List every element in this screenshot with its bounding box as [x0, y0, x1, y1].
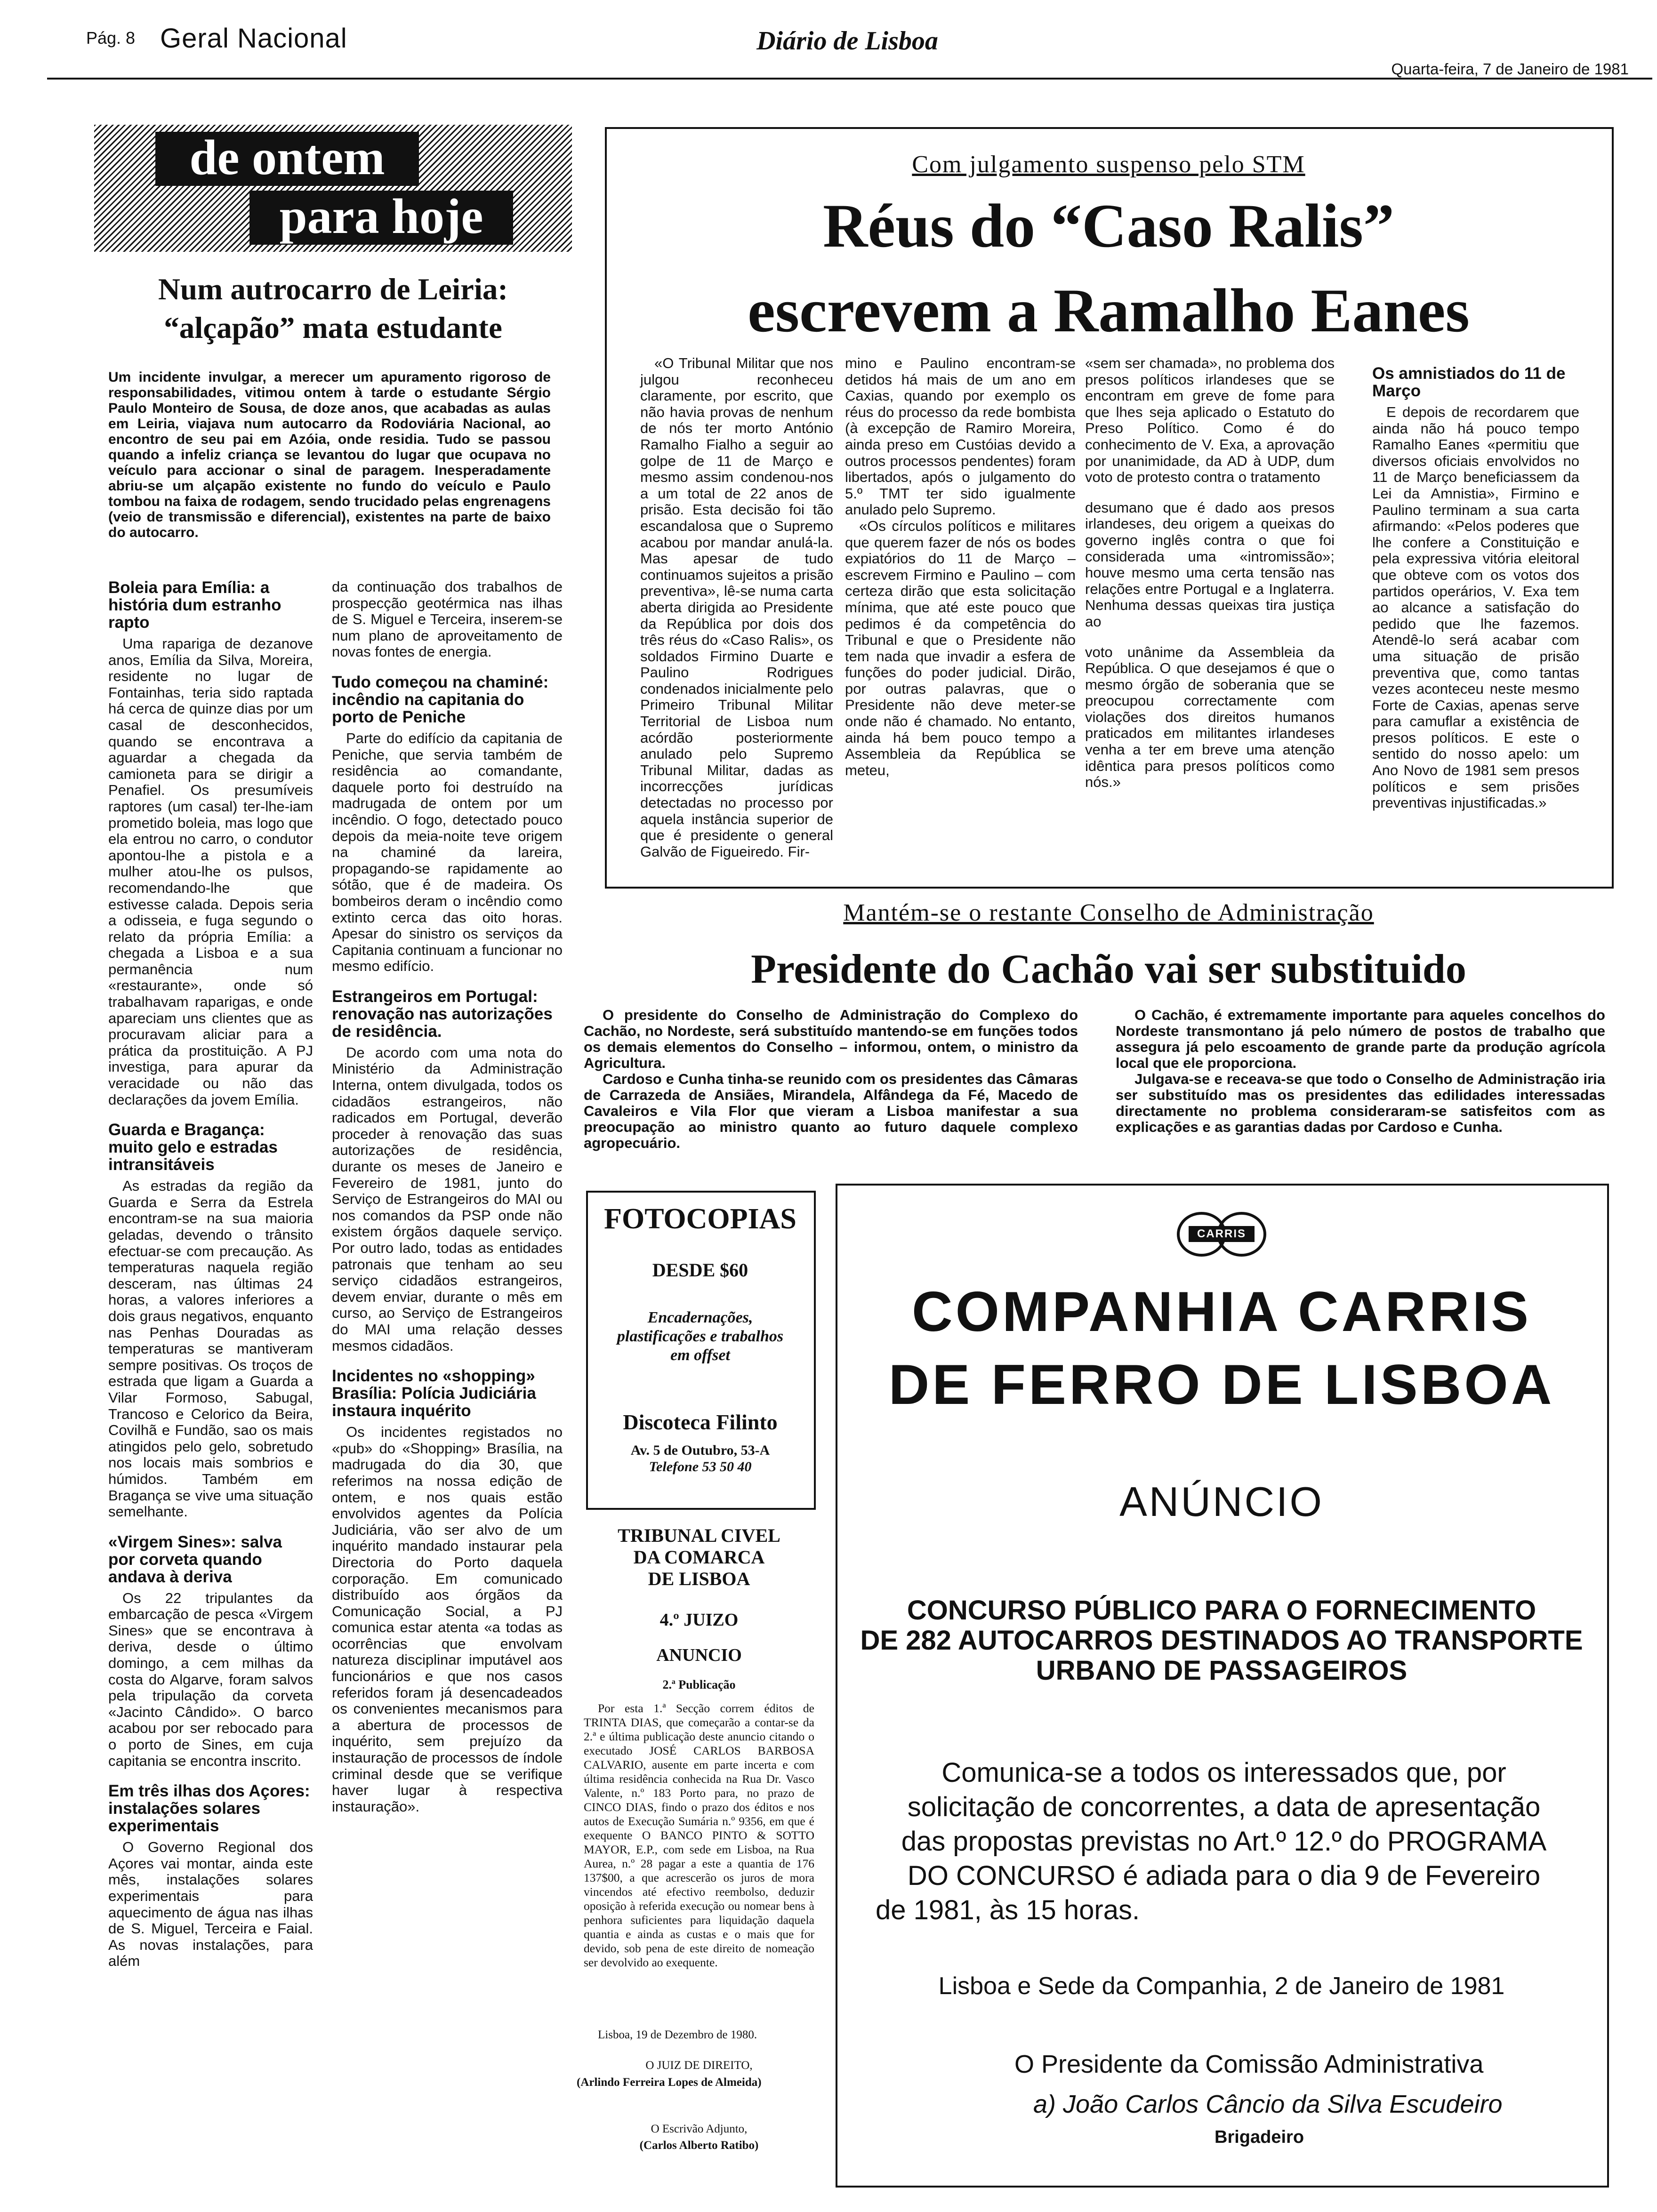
carris-concurso-2: DE 282 AUTOCARROS DESTINADOS AO TRANSPORTE [860, 1625, 1583, 1656]
emilia-text: Uma rapariga de dezanove anos, Emília da Silva, Moreira, residente no lugar de Fontainhas, teria sido raptada há cerca de quinze dias por um casal de desconhecidos, quando se encontrava a aguardar a chegada da camioneta para se dirigir a Penafiel. Os presumíveis raptores (um casal) ter-lhe-iam prometido boleia, mas logo que ela entrou no carro, o condutor apontou-lhe a pistola e a mulher atou-lhe os pulsos, recomendando-lhe que estivesse calada. Depois seria a odisseia, e fuga segundo o relato da própria Emília: a chegada a Lisboa e a sua permanência num «restaurante», onde só trabalhavam raparigas, e onde apareciam uns clientes que as procuravam aliciar para a prática da prostituição. A PJ investiga, para apurar da veracidade ou não das declarações da jovem Emília. [108, 635, 313, 1108]
carris-body [876, 1755, 1572, 1927]
carris-place-date: Lisboa e Sede da Companhia, 2 de Janeiro de 1981 [938, 1972, 1505, 2000]
tribunal-header [577, 1525, 821, 1590]
carris-body-1: Comunica-se a todos os interessados que, por [941, 1757, 1506, 1788]
left-column-2 [332, 579, 563, 1815]
tribunal-line-1: TRIBUNAL CIVEL [618, 1525, 780, 1546]
carris-signer-name: a) João Carlos Câncio da Silva Escudeiro [1033, 2090, 1503, 2118]
fotocopias-shop: Discoteca Filinto [623, 1410, 778, 1434]
emilia-subhead: Boleia para Emília: a história dum estranho rapto [108, 578, 282, 632]
leiria-lead: Um incidente invulgar, a merecer um apuramento rigoroso de responsabilidades, vitimou ontem à tarde o estudante Sérgio Paulo Monteiro de Sousa, de doze anos, que acabadas as aulas em Leiria, viajava num autocarro da Rodoviária Nacional, ao encontro de seu pai em Azóia, onde residia. Tudo se passou quando a infeliz criança se levantou do lugar que ocupava no veículo para accionar o sinal de paragem. Inesperadamente abriu-se um alçapão existente no fundo do veículo e Paulo tombou na faixa de rodagem, sendo trucidado pelas engrenagens (veio de transmissão e diferencial), existentes na parte de baixo do autocarro. [108, 369, 551, 540]
ralis-column-1 [640, 355, 833, 860]
carris-concurso-3: URBANO DE PASSAGEIROS [1036, 1655, 1408, 1686]
fotocopias-price: DESDE $60 [652, 1259, 748, 1281]
ralis-subhead: Os amnistiados do 11 de Março [1372, 364, 1566, 400]
estrangeiros-subhead: Estrangeiros em Portugal: renovação nas autorizações de residência. [332, 987, 553, 1041]
column-header-line1: de ontem [155, 132, 419, 186]
peniche-text: Parte do edifício da capitania de Peniche, que servia também de residência ao comandante, daquele porto foi destruído na madrugada de ontem por um incêndio. O fogo, detectado pouco depois da meia-noite teve origem na chaminé da lareira, propagando-se rapidamente ao sótão, que é de madeira. Os bombeiros deram o incêndio como extinto cerca das oito horas. Apesar do sinistro os serviços da Capitania continuam a funcionar no mesmo edifício. [332, 729, 563, 975]
ralis-text-4: E depois de recordarem que ainda não há pouco tempo Ramalho Eanes «permitiu que diversos oficiais envolvidos no 11 de Março beneficiassem da Lei da Amnistia», Firmino e Paulino terminam a sua carta afirmando: «Pelos poderes que lhe confere a Constituição e pela expressiva vitória eleitoral que obteve com os votos dos partidos operários, V. Exa tem ao alcance a satisfação do pedido que lhe fazemos. Atendê-lo será acabar com uma situação de prisão preventiva que, como tantas vezes aconteceu neste mesmo Forte de Caxias, apenas serve para camuflar a existência de presos políticos. E este o sentido do nosso apelo: um Ano Novo de 1981 sem presos políticos e sem prisões preventivas injustificadas.» [1372, 404, 1579, 811]
carris-logo-text: CARRIS [1189, 1226, 1255, 1242]
carris-body-5: de 1981, às 15 horas. [876, 1895, 1140, 1925]
ralis-headline-1: Réus do “Caso Ralis” [823, 191, 1394, 260]
fotocopias-phone: Telefone 53 50 40 [649, 1459, 752, 1475]
brasilia-text: Os incidentes registados no «pub» do «Shopping» Brasília, na madrugada do dia 30, que referimos na nossa edição de ontem, e nos quais estão envolvidos agentes da Polícia Judiciária, vão ser alvo de um inquérito mandado instaurar pela Directoria do Porto daquela corporação. Em comunicado distribuído aos órgãos da Comunicação Social, a PJ comunica estar atenta «a todas as ocorrências que envolvam natureza disciplinar imputável aos funcionários e que nos casos referidos foram já desencadeados os convenientes mecanismos para a abertura de processos de inquérito, sem prejuízo da instauração de processos de índole criminal desde que se verifique haver lugar à respectiva instauração». [332, 1424, 563, 1815]
cachao-left-p1: O presidente do Conselho de Administração do Complexo do Cachão, no Nordeste, será substituído mantendo-se em funções todos os demais elementos do Conselho – informou, ontem, o ministro da Agricultura. [584, 1007, 1078, 1071]
sines-text: Os 22 tripulantes da embarcação de pesca «Virgem Sines» que se encontrava à deriva, desde o último domingo, a cem milhas da costa do Algarve, foram salvos pela tripulação da corveta «Jacinto Cândido». O barco acabou por ser rebocado para o porto de Sines, em cuja capitania se encontra inscrito. [108, 1589, 313, 1769]
guarda-text: As estradas da região da Guarda e Serra da Estrela encontram-se na sua maioria geladas, devendo o trânsito efectuar-se com precaução. As temperaturas naquela região desceram, nas últimas 24 horas, a valores inferiores a dois graus negativos, enquanto nas Penhas Douradas as temperaturas se mantiveram sempre positivas. Os troços de estrada que ligam a Guarda a Vilar Formoso, Sabugal, Trancoso e Celorico da Beira, Covilhã e Fundão, sao os mais atingidos pelo gelo, sobretudo nos locais mais sombrios e húmidos. Também em Bragança se vive uma situação semelhante. [108, 1178, 313, 1520]
fotocopias-title: FOTOCOPIAS [604, 1203, 796, 1235]
cachao-left-column [584, 1007, 1078, 1151]
carris-logo [1177, 1212, 1266, 1257]
issue-date: Quarta-feira, 7 de Janeiro de 1981 [1391, 60, 1629, 78]
acores-text: O Governo Regional dos Açores vai montar, ainda este mês, instalações solares experimentais para aquecimento de água nas ilhas de S. Miguel, Terceira e Faial. As novas instalações, para além [108, 1839, 313, 1970]
guarda-subhead: Guarda e Bragança: muito gelo e estradas intransitáveis [108, 1121, 278, 1174]
ralis-text-2a: mino e Paulino encontram-se detidos há mais de um ano em Caxias, quando por exemplo os réus do processo da rede bombista (à excepção de Ramiro Moreira, ainda preso em Custóias devido a outros processos pendentes) foram libertados, após o julgamento do 5.º TMT ter sido igualmente anulado pelo Supremo. [845, 355, 1076, 518]
ralis-text-2b: «Os círculos políticos e militares que querem fazer de nós os bodes expiatórios do 11 de Março – escrevem Firmino e Paulino – com certeza dirão que esta solicitação mínima, que até este pouco que pedimos é da competência do Tribunal e que o Presidente não tem nada que invadir a esfera de funções do poder judicial. Dirão, por outras palavras, que o Presidente não deve meter-se onde não é chamado. No entanto, ainda há bem pouco tempo a Assembleia da República se meteu, [845, 517, 1076, 778]
ralis-text-1: «O Tribunal Militar que nos julgou reconheceu claramente, por escrito, que não havia provas de nenhum de nós ter morto António Ramalho Fialho a seguir ao golpe de 11 de Março e mesmo assim condenou-nos a um total de 22 anos de prisão. Esta decisão foi tão escandalosa que o Supremo acabou por mandar anulá-la. Mas apesar de tudo continuamos sujeitos a prisão preventiva», lê-se numa carta aberta dirigida ao Presidente da República por dois dos três réus do «Caso Ralis», os soldados Firmino Duarte e Paulino Rodrigues condenados inicialmente pelo Primeiro Tribunal Militar Territorial de Lisboa num acórdão posteriormente anulado pelo Supremo Tribunal Militar, dadas as incorrecções jurídicas detectadas no processo por aquela instância superior de que é presidente o general Galvão de Figueiredo. Fir- [640, 355, 833, 860]
ralis-text-3a: «sem ser chamada», no problema dos presos políticos irlandeses que se encontram em greve de fome para que lhes seja aplicado o Estatuto do Preso Político. Como é do conhecimento de V. Exa, a aprovação por unanimidade, da AD à UDP, dum voto de protesto contra o tratamento [1085, 355, 1335, 486]
cachao-right-column [1116, 1007, 1605, 1135]
carris-company-name-2: DE FERRO DE LISBOA [888, 1353, 1555, 1416]
tribunal-publicacao: 2.ª Publicação [662, 1678, 736, 1691]
cachao-left-p2: Cardoso e Cunha tinha-se reunido com os presidentes das Câmaras de Carrazeda de Ansiães, Mirandela, Alfândega da Fé, Macedo de Cavaleiros e Vila Flor que vieram a Lisboa manifestar a sua preocupação ao ministro quanto ao futuro daquele complexo agropecuário. [584, 1071, 1078, 1151]
carris-concurso [838, 1595, 1605, 1686]
tribunal-juiz-label: O JUIZ DE DIREITO, [645, 2059, 753, 2072]
tribunal-line-2: DA COMARCA [633, 1547, 765, 1568]
leiria-headline-2: “alçapão” mata estudante [164, 311, 502, 345]
page-number: Pág. 8 [86, 28, 136, 48]
estrangeiros-text: De acordo com uma nota do Ministério da Administração Interna, ontem divulgada, todos os cidadãos estrangeiros, não radicados em Portugal, deverão proceder à renovação das suas autorizações de residência, durante os meses de Janeiro e Fevereiro de 1981, junto do Serviço de Estrangeiros do MAI ou nos comandos da PSP onde não existem órgãos daquele serviço. Por outro lado, todas as entidades patronais que tenham ao seu serviço cidadãos estrangeiros, devem enviar, durante o mês em curso, ao Serviço de Estrangeiros do MAI uma relação desses mesmos cidadãos. [332, 1044, 563, 1354]
acores-text-continued: da continuação dos trabalhos de prospecção geotérmica nas ilhas de S. Miguel e Terceira, inserem-se num plano de aproveitamento de novas fontes de energia. [332, 578, 563, 660]
fotocopias-address: Av. 5 de Outubro, 53-A [630, 1443, 770, 1458]
ralis-column-2 [845, 355, 1076, 778]
ralis-kicker: Com julgamento suspenso pelo STM [912, 151, 1305, 178]
tribunal-juizo: 4.º JUIZO [660, 1610, 739, 1630]
left-column-1 [108, 579, 313, 1970]
ralis-column-4 [1372, 365, 1579, 811]
carris-concurso-1: CONCURSO PÚBLICO PARA O FORNECIMENTO [907, 1595, 1536, 1626]
tribunal-juiz: (Arlindo Ferreira Lopes de Almeida) [577, 2076, 762, 2089]
masthead-rule [47, 78, 1652, 80]
ralis-text-3b: desumano que é dado aos presos irlandeses, deu origem a queixas do governo inglês contra o que foi considerada uma «intromissão»; houve mesmo uma certa tensão nas relações entre Portugal e a Inglaterra. Nenhuma dessas queixas tira justiça ao [1085, 499, 1335, 630]
carris-body-4: DO CONCURSO é adiada para o dia 9 de Fevereiro [907, 1860, 1541, 1891]
carris-signer-title: O Presidente da Comissão Administrativa [1014, 2050, 1484, 2078]
leiria-headline-1: Num autrocarro de Leiria: [158, 272, 508, 306]
carris-body-2: solicitação de concorrentes, a data de apresentação [907, 1792, 1541, 1822]
carris-body-3: das propostas previstas no Art.º 12.º do PROGRAMA [901, 1826, 1547, 1857]
brasilia-subhead: Incidentes no «shopping» Brasília: Polícia Judiciária instaura inquérito [332, 1367, 536, 1420]
ralis-text-3c: voto unânime da Assembleia da República. O que desejamos é que o mesmo órgão de soberania que se preocupou correctamente com violações dos direitos humanos praticados em militantes irlandeses venha a ter em breve uma atenção idêntica para presos políticos como nós.» [1085, 643, 1335, 791]
sines-subhead: «Virgem Sines»: salva por corveta quando andava à deriva [108, 1532, 282, 1586]
ralis-headline-2: escrevem a Ramalho Eanes [748, 276, 1470, 345]
peniche-subhead: Tudo começou na chaminé: incêndio na capitania do porto de Peniche [332, 673, 549, 726]
acores-subhead: Em três ilhas dos Açores: instalações solares experimentais [108, 1782, 310, 1835]
tribunal-escrivao-label: O Escrivão Adjunto, [651, 2123, 748, 2135]
tribunal-place-date: Lisboa, 19 de Dezembro de 1980. [598, 2028, 757, 2041]
ralis-column-3 [1085, 355, 1335, 791]
cachao-kicker: Mantém-se o restante Conselho de Administração [843, 899, 1374, 926]
carris-anuncio: ANÚNCIO [1119, 1478, 1324, 1525]
tribunal-body: Por esta 1.ª Secção correm éditos de TRINTA DIAS, que começarão a contar-se da 2.ª e última publicação deste anuncio citando o executado JOSÉ CARLOS BARBOSA CALVARIO, ausente em parte incerta e com última residência conhecida na Rua Dr. Vasco Valente, n.º 183 Porto para, no prazo de CINCO DIAS, findo o prazo dos éditos e nos autos de Execução Sumária n.º 9356, em que é exequente O BANCO PINTO & SOTTO MAYOR, E.P., com sede em Lisboa, na Rua Aurea, n.º 28 pagar a este a quantia de 176 137$00, a que acrescerão os juros de mora vincendos até efectivo reembolso, deduzir oposição à referida execução ou nomear bens à penhora suficientes para liquidação daquela quantia e ainda as custas e o mais que for devido, sob pena de este direito de nomeação ser devolvido ao exequente. [584, 1701, 814, 1969]
cachao-headline: Presidente do Cachão vai ser substituido [751, 946, 1466, 992]
cachao-right-p1: O Cachão, é extremamente importante para aqueles concelhos do Nordeste transmontano já pelo número de postos de trabalho que assegura já pelo escoamento de grande parte da produção agrícola local que ele proporciona. [1116, 1007, 1605, 1071]
carris-signer-rank: Brigadeiro [1215, 2127, 1304, 2147]
newspaper-name: Diário de Lisboa [756, 26, 938, 56]
carris-company-name-1: COMPANHIA CARRIS [912, 1280, 1531, 1343]
column-header-line2: para hoje [249, 191, 513, 245]
fotocopias-services: Encadernações, plastificações e trabalhos em offset [617, 1309, 784, 1364]
tribunal-line-3: DE LISBOA [648, 1568, 750, 1589]
tribunal-anuncio: ANUNCIO [656, 1645, 742, 1665]
tribunal-escrivao: (Carlos Alberto Ratibo) [639, 2139, 759, 2152]
cachao-right-p2: Julgava-se e receava-se que todo o Conselho de Administração iria ser substituído mas os presidentes das edilidades interessadas directamente no problema consideraram-se satisfeitos com as explicações e as garantias dadas por Cardoso e Cunha. [1116, 1071, 1605, 1135]
section-name: Geral Nacional [160, 23, 347, 54]
